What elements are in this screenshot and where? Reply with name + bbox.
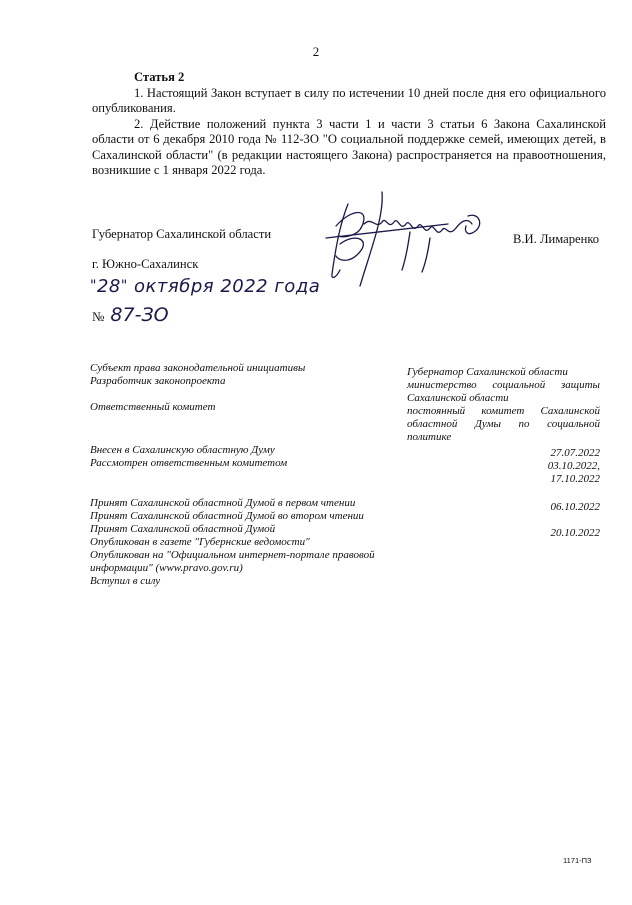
first-reading-label: Принят Сахалинской областной Думой в первом чтении bbox=[90, 497, 356, 509]
document-code: 1171-ПЗ bbox=[563, 856, 592, 865]
in-force-label: Вступил в силу bbox=[90, 575, 161, 587]
published-newspaper-label: Опубликован в газете "Губернские ведомости" bbox=[90, 536, 310, 548]
signatory-name: В.И. Лимаренко bbox=[513, 232, 600, 246]
submitted-date: 27.07.2022 bbox=[550, 447, 600, 459]
article-block bbox=[92, 70, 606, 179]
adopted-date: 20.10.2022 bbox=[550, 527, 600, 539]
adopted-label: Принят Сахалинской областной Думой bbox=[90, 523, 276, 535]
law-number-prefix: № bbox=[92, 309, 105, 324]
handwritten-date bbox=[90, 276, 320, 297]
city-line: г. Южно-Сахалинск bbox=[92, 257, 199, 271]
developer-value: министерство социальной защиты Сахалинской области bbox=[407, 379, 600, 404]
reviewed-date-1: 03.10.2022, bbox=[547, 460, 600, 472]
subject-value: Губернатор Сахалинской области bbox=[407, 366, 568, 378]
quote-open: " bbox=[90, 278, 97, 294]
signature-image bbox=[318, 186, 498, 291]
reviewed-date-2: 17.10.2022 bbox=[550, 473, 600, 485]
first-reading-date: 06.10.2022 bbox=[550, 501, 600, 513]
quote-close: " bbox=[120, 278, 128, 294]
article-title: Статья 2 bbox=[134, 70, 185, 84]
page-number: 2 bbox=[312, 44, 320, 59]
signatory-title: Губернатор Сахалинской области bbox=[92, 227, 272, 241]
developer-label: Разработчик законопроекта bbox=[90, 375, 226, 387]
date-month-year: октября 2022 года bbox=[134, 276, 321, 297]
second-reading-label: Принят Сахалинской областной Думой во втором чтении bbox=[90, 510, 364, 522]
reviewed-label: Рассмотрен ответственным комитетом bbox=[90, 457, 288, 469]
subject-label: Субъект права законодательной инициативы bbox=[90, 362, 306, 374]
date-day: 28 bbox=[96, 276, 121, 297]
committee-value: постоянный комитет Сахалинской областной Думы по социальной политике bbox=[407, 405, 600, 443]
law-number-value: 87-ЗО bbox=[110, 304, 169, 326]
committee-label: Ответственный комитет bbox=[90, 401, 216, 413]
law-number bbox=[92, 304, 169, 326]
published-portal-label: Опубликован на "Официальном интернет-портале правовой информации" (www.pravo.gov.ru) bbox=[90, 549, 375, 574]
article-paragraph: 2. Действие положений пункта 3 части 1 и части 3 статьи 6 Закона Сахалинской области от 6 декабря 2010 года № 112-ЗО "О социальной поддержке семей, имеющих детей, в Сахалинской области" (в редакции настоящего Закона) распространяется на правоотношения, возникшие с 1 января 2022 года. bbox=[92, 116, 606, 177]
article-paragraph: 1. Настоящий Закон вступает в силу по истечении 10 дней после дня его официального опубликования. bbox=[92, 85, 606, 115]
submitted-label: Внесен в Сахалинскую областную Думу bbox=[90, 444, 275, 456]
